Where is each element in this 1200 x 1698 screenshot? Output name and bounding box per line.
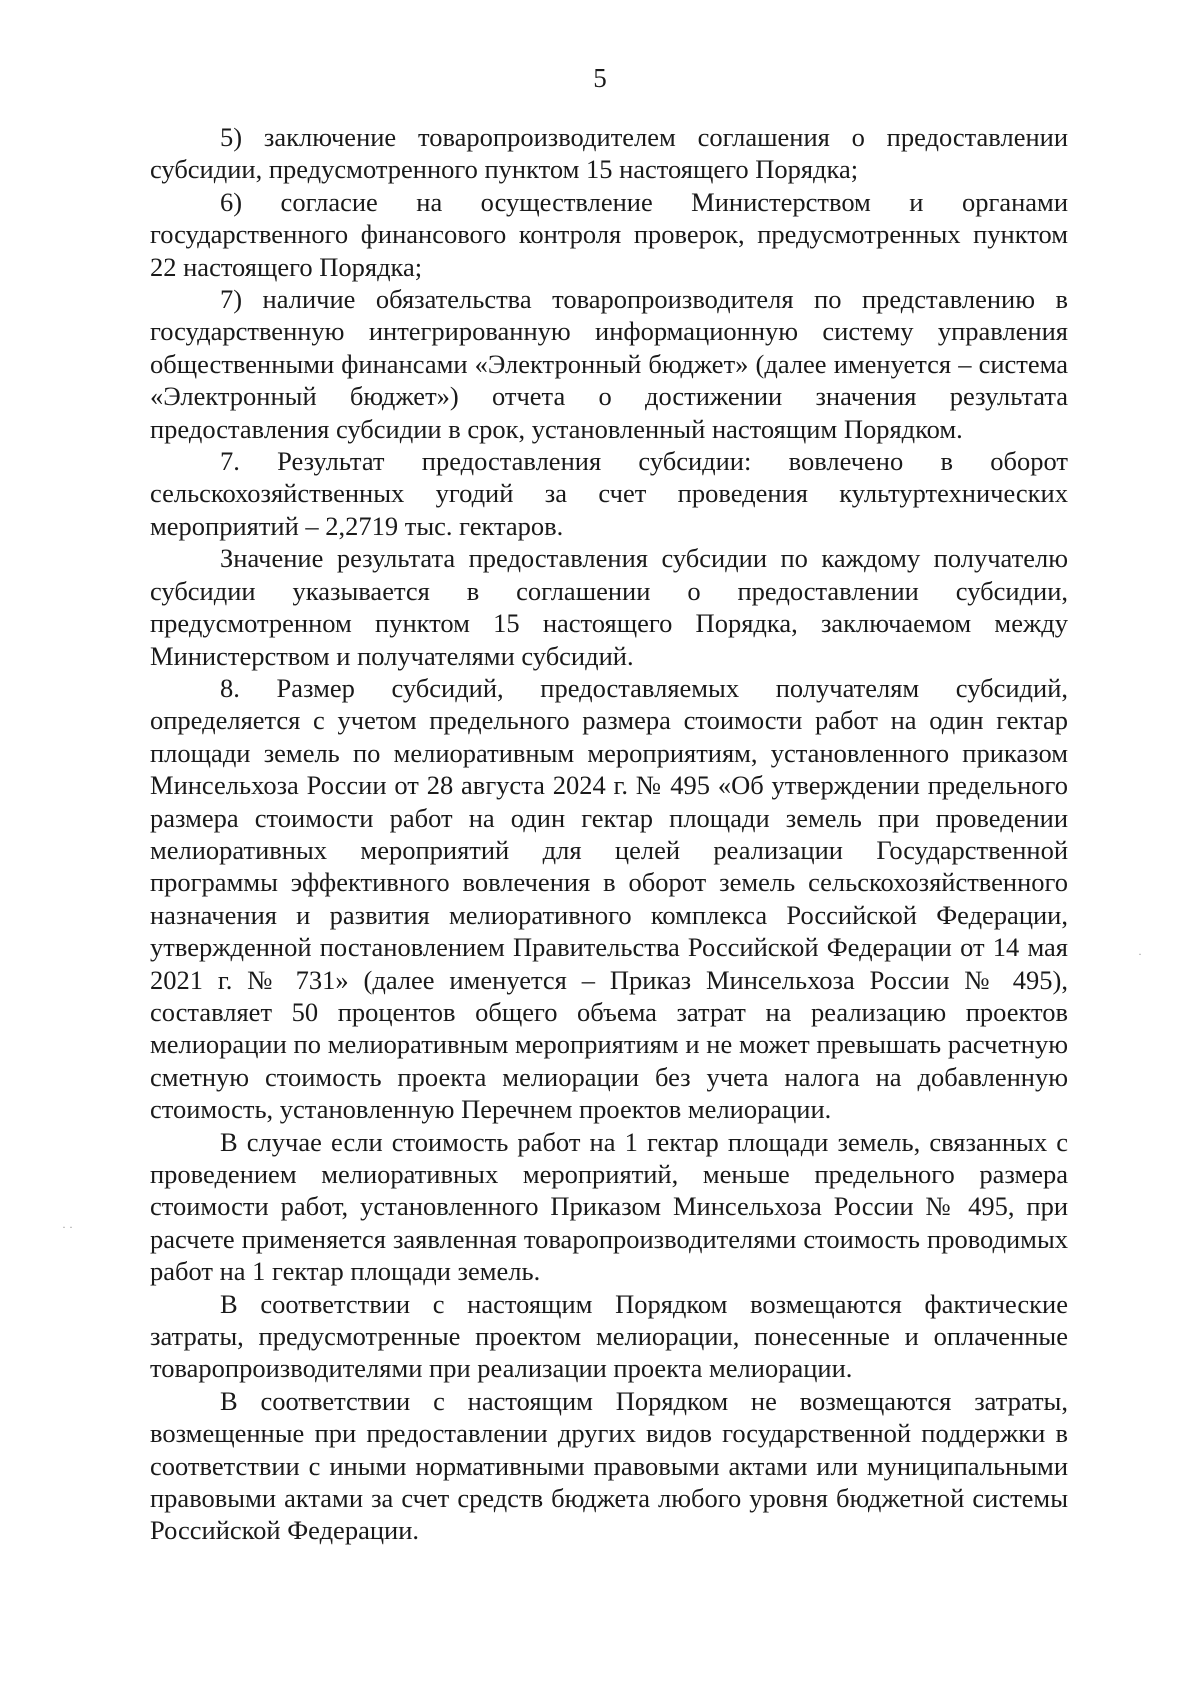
paragraph-item-5: 5) заключение товаропроизводителем соглашения о предоставлении субсидии, предусмотренного пунктом 15 настоящего Порядка; — [150, 122, 1068, 185]
paragraph-reimbursed-costs: В соответствии с настоящим Порядком возмещаются фактические затраты, предусмотренные проектом мелиорации, понесенные и оплаченные товаропроизводителями при реализации проекта мелиорации. — [150, 1288, 1068, 1384]
paragraph-section-7-result: 7. Результат предоставления субсидии: вовлечено в оборот сельскохозяйственных угодий за счет проведения культуртехнических мероприятий – 2,2719 тыс. гектаров. — [150, 446, 1068, 541]
paragraph-result-value: Значение результата предоставления субсидии по каждому получателю субсидии указывается в соглашении о предоставлении субсидии, предусмотренном пунктом 15 настоящего Порядка, заключаемом между Министерством и получателями субсидий. — [150, 543, 1068, 671]
page-number: 5 — [593, 63, 607, 93]
paragraph-section-8-subsidy-size: 8. Размер субсидий, предоставляемых получателям субсидий, определяется с учетом предельного размера стоимости работ на один гектар площади земель по мелиоративным мероприятиям, установленного приказом Минсельхоза России от 28 августа 2024 г. № 495 «Об утверждении предельного размера стоимости работ на один гектар площади земель при проведении мелиоративных мероприятий для целей реализации Государственной программы эффективного вовлечения в оборот земель сельскохозяйственного назначения и развития мелиоративного комплекса Российской Федерации, утвержденной постановлением Правительства Российской Федерации от 14 мая 2021 г. № 731» (далее именуется – Приказ Минсельхоза России № 495), составляет 50 процентов общего объема затрат на реализацию проектов мелиорации по мелиоративным мероприятиям и не может превышать расчетную сметную стоимость проекта мелиорации без учета налога на добавленную стоимость, установленную Перечнем проектов мелиорации. — [150, 672, 1068, 1125]
scan-speck: · · — [62, 1220, 73, 1234]
paragraph-item-6: 6) согласие на осуществление Министерством и органами государственного финансового контроля проверок, предусмотренных пунктом 22 настоящего Порядка; — [150, 186, 1068, 282]
paragraph-non-reimbursed-costs: В соответствии с настоящим Порядком не возмещаются затраты, возмещенные при предоставлении других видов государственной поддержки в соответствии с иными нормативными правовыми актами или муниципальными правовыми актами за счет средств бюджета любого уровня бюджетной системы Российской Федерации. — [150, 1385, 1068, 1546]
paragraph-item-7: 7) наличие обязательства товаропроизводителя по представлению в государственную интегрированную информационную систему управления общественными финансами «Электронный бюджет» (далее именуется – система «Электронный бюджет») отчета о достижении значения результата предоставления субсидии в срок, установленный настоящим Порядком. — [150, 284, 1068, 444]
document-body — [150, 121, 1068, 1547]
scan-speck: · — [1138, 947, 1142, 961]
paragraph-cost-case: В случае если стоимость работ на 1 гектар площади земель, связанных с проведением мелиоративных мероприятий, меньше предельного размера стоимости работ, установленного Приказом Минсельхоза России № 495, при расчете применяется заявленная товаропроизводителями стоимость проводимых работ на 1 гектар площади земель. — [150, 1126, 1068, 1287]
